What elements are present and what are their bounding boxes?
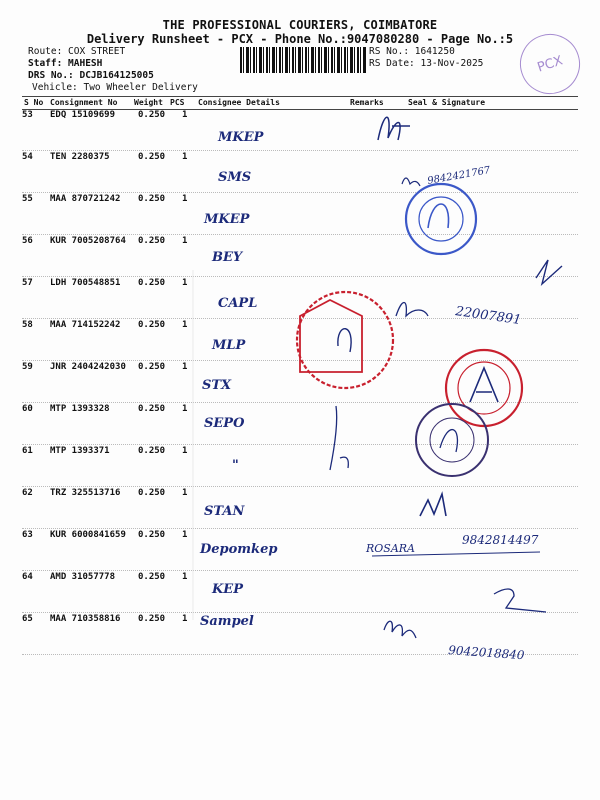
row-sno: 64	[22, 572, 33, 582]
row-consignment: AMD 31057778	[50, 572, 116, 582]
row-consignment: TEN 2280375	[50, 152, 110, 162]
table-row	[22, 318, 578, 361]
col-weight: Weight	[134, 98, 163, 107]
drs-label: DRS No.: DCJB164125005	[28, 70, 154, 81]
row-consignment: LDH 700548851	[50, 278, 121, 288]
vehicle-label: Vehicle: Two Wheeler Delivery	[32, 82, 198, 93]
row-sno: 63	[22, 530, 33, 540]
pcx-stamp-text: PCX	[535, 52, 565, 76]
table-row	[22, 402, 578, 445]
consignee-handwriting: Depomkep	[200, 542, 278, 557]
row-sno: 61	[22, 446, 33, 456]
row-consignment: EDQ 15109699	[50, 110, 116, 120]
row-pcs: 1	[182, 110, 188, 120]
phone-54: 9842421767	[426, 165, 492, 187]
col-sno: S No	[24, 98, 44, 107]
row-pcs: 1	[182, 446, 188, 456]
table-row	[22, 360, 578, 403]
row-consignment: MTP 1393328	[50, 404, 110, 414]
table-row	[22, 486, 578, 529]
table-row	[22, 444, 578, 487]
consignee-handwriting: SMS	[218, 170, 252, 185]
col-consignment: Consignment No	[50, 98, 118, 107]
consignee-handwriting: SEPO	[204, 416, 245, 431]
phone-65: 9042018840	[447, 643, 525, 663]
row-pcs: 1	[182, 488, 188, 498]
row-weight: 0.250	[138, 194, 166, 204]
row-consignment: TRZ 325513716	[50, 488, 121, 498]
row-pcs: 1	[182, 614, 188, 624]
row-consignment: MTP 1393371	[50, 446, 110, 456]
row-sno: 56	[22, 236, 33, 246]
row-consignment: MAA 870721242	[50, 194, 121, 204]
row-sno: 65	[22, 614, 33, 624]
row-sno: 53	[22, 110, 33, 120]
row-weight: 0.250	[138, 110, 166, 120]
row-weight: 0.250	[138, 362, 166, 372]
rs-number: RS No.: 1641250	[369, 46, 455, 57]
row-pcs: 1	[182, 152, 188, 162]
table-row	[22, 234, 578, 277]
row-sno: 57	[22, 278, 33, 288]
consignee-handwriting: MKEP	[218, 130, 264, 145]
col-consignee: Consignee Details	[198, 98, 280, 107]
row-sno: 55	[22, 194, 33, 204]
consignee-handwriting: STX	[202, 378, 232, 393]
row-pcs: 1	[182, 278, 188, 288]
row-pcs: 1	[182, 320, 188, 330]
consignee-handwriting: BEY	[212, 250, 243, 265]
row-consignment: MAA 714152242	[50, 320, 121, 330]
row-pcs: 1	[182, 194, 188, 204]
row-weight: 0.250	[138, 446, 166, 456]
table-row	[22, 192, 578, 235]
col-pcs: PCS	[170, 98, 185, 107]
row-weight: 0.250	[138, 152, 166, 162]
row-consignment: JNR 2404242030	[50, 362, 126, 372]
row-consignment: MAA 710358816	[50, 614, 121, 624]
barcode	[240, 47, 366, 73]
consignee-handwriting: Sampel	[200, 614, 254, 629]
row-consignment: KUR 7005208764	[50, 236, 126, 246]
table-row	[22, 108, 578, 151]
row-pcs: 1	[182, 530, 188, 540]
col-remarks: Remarks	[350, 98, 384, 107]
consignee-handwriting: MLP	[212, 338, 246, 353]
row-weight: 0.250	[138, 530, 166, 540]
company-title: THE PROFESSIONAL COURIERS, COIMBATORE	[162, 18, 438, 32]
consignee-handwriting: STAN	[204, 504, 245, 519]
table-row	[22, 528, 578, 571]
runsheet-subtitle: Delivery Runsheet - PCX - Phone No.:9047080280 - Page No.:5	[86, 32, 514, 46]
row-pcs: 1	[182, 362, 188, 372]
row-sno: 59	[22, 362, 33, 372]
col-seal: Seal & Signature	[408, 98, 486, 107]
consignee-handwriting: CAPL	[218, 296, 258, 311]
consignee-handwriting: KEP	[212, 582, 243, 597]
row-sno: 60	[22, 404, 33, 414]
row-sno: 62	[22, 488, 33, 498]
consignee-handwriting: "	[232, 458, 239, 473]
consignee-handwriting: MKEP	[204, 212, 250, 227]
row-consignment: KUR 6000841659	[50, 530, 126, 540]
row-sno: 54	[22, 152, 33, 162]
table-row	[22, 276, 578, 319]
row-pcs: 1	[182, 236, 188, 246]
row-weight: 0.250	[138, 614, 166, 624]
row-weight: 0.250	[138, 278, 166, 288]
table-row	[22, 150, 578, 193]
staff-label: Staff: MAHESH	[28, 58, 103, 69]
table-row	[22, 570, 578, 613]
phone-57: 22007891	[454, 304, 523, 329]
row-weight: 0.250	[138, 320, 166, 330]
route-label: Route: COX STREET	[28, 46, 126, 57]
row-pcs: 1	[182, 404, 188, 414]
row-weight: 0.250	[138, 404, 166, 414]
row-weight: 0.250	[138, 572, 166, 582]
table-row	[22, 612, 578, 655]
row-pcs: 1	[182, 572, 188, 582]
rs-date: RS Date: 13-Nov-2025	[369, 58, 484, 69]
signature-63: ROSARA	[366, 542, 416, 555]
row-sno: 58	[22, 320, 33, 330]
row-weight: 0.250	[138, 236, 166, 246]
phone-63: 9842814497	[462, 533, 539, 547]
row-weight: 0.250	[138, 488, 166, 498]
